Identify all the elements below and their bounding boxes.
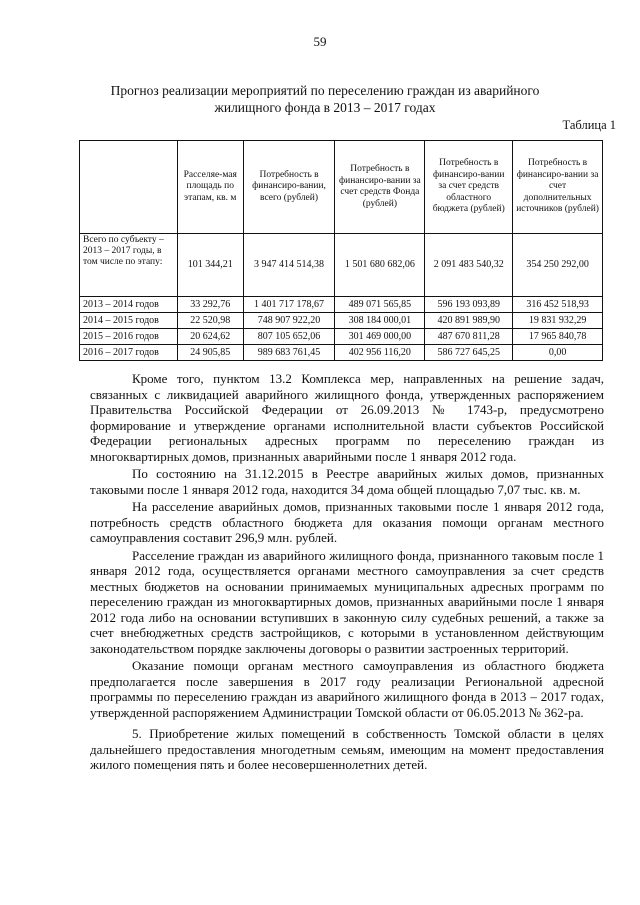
cell-area: 20 624,62 bbox=[177, 329, 243, 345]
paragraph: По состоянию на 31.12.2015 в Реестре аварийных жилых домов, признанных таковыми после 1 января 2012 года, находится 34 дома общей площадью 7,07 тыс. кв. м. bbox=[90, 466, 604, 497]
cell-additional: 17 965 840,78 bbox=[513, 329, 603, 345]
page-number: 59 bbox=[313, 34, 327, 49]
cell-additional: 19 831 932,29 bbox=[513, 313, 603, 329]
cell-area: 101 344,21 bbox=[177, 234, 243, 297]
cell-total: 748 907 922,20 bbox=[243, 313, 335, 329]
paragraph: 5. Приобретение жилых помещений в собственность Томской области в целях дальнейшего предоставления многодетным семьям, имеющим на момент предоставления жилого помещения пять и более несовершеннолетних детей. bbox=[90, 726, 604, 772]
cell-area: 22 520,98 bbox=[177, 313, 243, 329]
cell-total: 3 947 414 514,38 bbox=[243, 234, 335, 297]
forecast-table bbox=[79, 140, 603, 361]
table-row bbox=[80, 329, 603, 345]
paragraph: Расселение граждан из аварийного жилищного фонда, признанного таковым после 1 января 2012 года, осуществляется органами местного самоуправления за счет средств местных бюджетов на основании принимаемых муниципальных адресных программ по переселению граждан из многоквартирных домов, признанных аварийными после 1 января 2012 года либо на основании вступивших в законную силу судебных решений, а также за счет внебюджетных средств застройщиков, с которыми в установленном действующим законодательством порядке заключены договоры о развитии застроенных территорий. bbox=[90, 547, 604, 656]
header-cell-total-funding: Потребность в финансиро-вании, всего (рублей) bbox=[243, 141, 335, 234]
cell-area: 33 292,76 bbox=[177, 297, 243, 313]
cell-additional: 0,00 bbox=[513, 345, 603, 361]
header-cell-additional-sources: Потребность в финансиро-вании за счет дополнительных источников (рублей) bbox=[513, 141, 603, 234]
cell-fund: 1 501 680 682,06 bbox=[335, 234, 425, 297]
paragraph: Оказание помощи органам местного самоуправления из областного бюджета предполагается после завершения в 2017 году реализации Региональной адресной программы по переселению граждан из аварийного жилищного фонда в 2013 – 2017 годах, утвержденной распоряжением Администрации Томской области от 06.05.2013 № 362-ра. bbox=[90, 658, 604, 720]
body-text bbox=[90, 371, 604, 775]
cell-fund: 301 469 000,00 bbox=[335, 329, 425, 345]
table-row bbox=[80, 297, 603, 313]
table-row bbox=[80, 345, 603, 361]
row-label: 2014 – 2015 годов bbox=[80, 313, 178, 329]
cell-regional: 487 670 811,28 bbox=[425, 329, 513, 345]
table-row bbox=[80, 234, 603, 297]
table-row bbox=[80, 313, 603, 329]
table-header-row bbox=[80, 141, 603, 234]
cell-regional: 596 193 093,89 bbox=[425, 297, 513, 313]
cell-total: 989 683 761,45 bbox=[243, 345, 335, 361]
header-cell-regional-budget: Потребность в финансиро-вании за счет средств областного бюджета (рублей) bbox=[425, 141, 513, 234]
cell-additional: 354 250 292,00 bbox=[513, 234, 603, 297]
header-cell-empty bbox=[80, 141, 178, 234]
cell-regional: 420 891 989,90 bbox=[425, 313, 513, 329]
document-title: Прогноз реализации мероприятий по переселению граждан из аварийного жилищного фонда в 2013 – 2017 годах bbox=[110, 83, 540, 115]
row-label: Всего по субъекту – 2013 – 2017 годы, в том числе по этапу: bbox=[80, 234, 178, 297]
paragraph: Кроме того, пунктом 13.2 Комплекса мер, направленных на решение задач, связанных с ликвидацией аварийного жилищного фонда, утвержденных распоряжением Правительства Российской Федерации от 26.09.2013 № 1743-р, предусмотрено формирование и утверждение органами исполнительной власти субъектов Российской Федерации региональных адресных программ по переселению граждан из многоквартирных домов, признанных аварийными после 1 января 2012 года. bbox=[90, 371, 604, 464]
cell-additional: 316 452 518,93 bbox=[513, 297, 603, 313]
cell-total: 807 105 652,06 bbox=[243, 329, 335, 345]
cell-area: 24 905,85 bbox=[177, 345, 243, 361]
cell-regional: 586 727 645,25 bbox=[425, 345, 513, 361]
cell-fund: 489 071 565,85 bbox=[335, 297, 425, 313]
header-cell-fund-funding: Потребность в финансиро-вании за счет средств Фонда (рублей) bbox=[335, 141, 425, 234]
paragraph: На расселение аварийных домов, признанных таковыми после 1 января 2012 года, потребность средств областного бюджета для оказания помощи органам местного самоуправления составит 296,9 млн. рублей. bbox=[90, 499, 604, 545]
table-label: Таблица 1 bbox=[562, 118, 616, 132]
row-label: 2016 – 2017 годов bbox=[80, 345, 178, 361]
cell-total: 1 401 717 178,67 bbox=[243, 297, 335, 313]
header-cell-area: Расселяе-мая площадь по этапам, кв. м bbox=[177, 141, 243, 234]
row-label: 2013 – 2014 годов bbox=[80, 297, 178, 313]
cell-fund: 402 956 116,20 bbox=[335, 345, 425, 361]
cell-regional: 2 091 483 540,32 bbox=[425, 234, 513, 297]
row-label: 2015 – 2016 годов bbox=[80, 329, 178, 345]
cell-fund: 308 184 000,01 bbox=[335, 313, 425, 329]
